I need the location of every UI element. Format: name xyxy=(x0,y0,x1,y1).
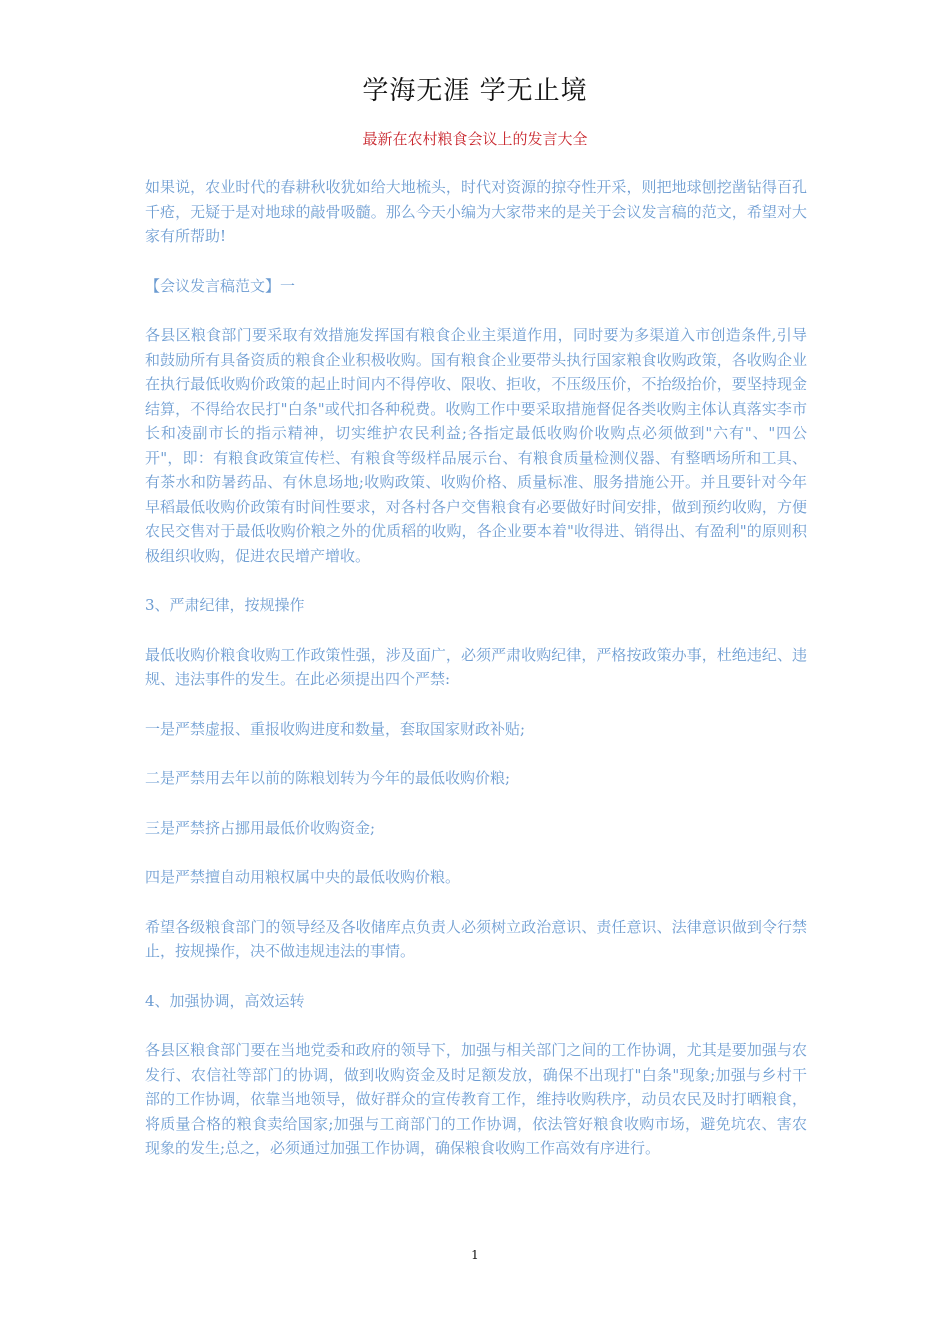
article-title: 最新在农村粮食会议上的发言大全 xyxy=(362,130,588,148)
list-item: 二是严禁用去年以前的陈粮划转为今年的最低收购价粮; xyxy=(145,769,511,787)
body-paragraph: 各县区粮食部门要采取有效措施发挥国有粮食企业主渠道作用，同时要为多渠道入市创造条件,引导和鼓励所有具备资质的粮食企业积极收购。国有粮食企业要带头执行国家粮食收购政策，各收购企业在执行最低收购价政策的起止时间内不得停收、限收、拒收，不压级压价，不抬级抬价，要坚持现金结算，不得给农民打"白条"或代扣各种税费。收购工作中要采取措施督促各类收购主体认真落实李市长和凌副市长的指示精神，切实维护农民利益;各指定最低收购价收购点必须做到"六有"、"四公开"，即：有粮食政策宣传栏、有粮食等级样品展示台、有粮食质量检测仪器、有整晒场所和工具、有茶水和防暑药品、有休息场地;收购政策、收购价格、质量标准、服务措施公开。并且要针对今年早稻最低收购价政策有时间性要求，对各村各户交售粮食有必要做好时间安排，做到预约收购，方便农民交售对于最低收购价粮之外的优质稻的收购，各企业要本着"收得进、销得出、有盈利"的原则积极组织收购，促进农民增产增收。 xyxy=(145,326,807,565)
article-body xyxy=(145,175,807,1186)
section-heading: 4、加强协调，高效运转 xyxy=(145,991,305,1010)
section-heading: 【会议发言稿范文】一 xyxy=(145,276,296,295)
body-paragraph: 各县区粮食部门要在当地党委和政府的领导下，加强与相关部门之间的工作协调，尤其是要加强与农发行、农信社等部门的协调，做到收购资金及时足额发放，确保不出现打"白条"现象;加强与乡村干部的工作协调，依靠当地领导，做好群众的宣传教育工作，维持收购秩序，动员农民及时打晒粮食，将质量合格的粮食卖给国家;加强与工商部门的工作协调，依法管好粮食收购市场，避免坑农、害农现象的发生;总之，必须通过加强工作协调，确保粮食收购工作高效有序进行。 xyxy=(145,1041,807,1157)
page-number: 1 xyxy=(471,1248,479,1262)
body-paragraph: 希望各级粮食部门的领导经及各收储库点负责人必须树立政治意识、责任意识、法律意识做到令行禁止，按规操作，决不做违规违法的事情。 xyxy=(145,917,807,960)
intro-paragraph: 如果说，农业时代的春耕秋收犹如给大地梳头，时代对资源的掠夺性开采，则把地球刨挖凿钻得百孔千疮，无疑于是对地球的敲骨吸髓。那么今天小编为大家带来的是关于会议发言稿的范文，希望对大家有所帮助! xyxy=(145,178,807,245)
page-header-title: 学海无涯 学无止境 xyxy=(362,76,588,106)
list-item: 四是严禁擅自动用粮权属中央的最低收购价粮。 xyxy=(145,868,461,886)
section-heading: 3、严肃纪律，按规操作 xyxy=(145,596,305,614)
body-paragraph: 最低收购价粮食收购工作政策性强，涉及面广，必须严肃收购纪律，严格按政策办事，杜绝违纪、违规、违法事件的发生。在此必须提出四个严禁: xyxy=(145,645,807,688)
list-item: 三是严禁挤占挪用最低价收购资金; xyxy=(145,818,376,837)
list-item: 一是严禁虚报、重报收购进度和数量，套取国家财政补贴; xyxy=(145,719,526,738)
